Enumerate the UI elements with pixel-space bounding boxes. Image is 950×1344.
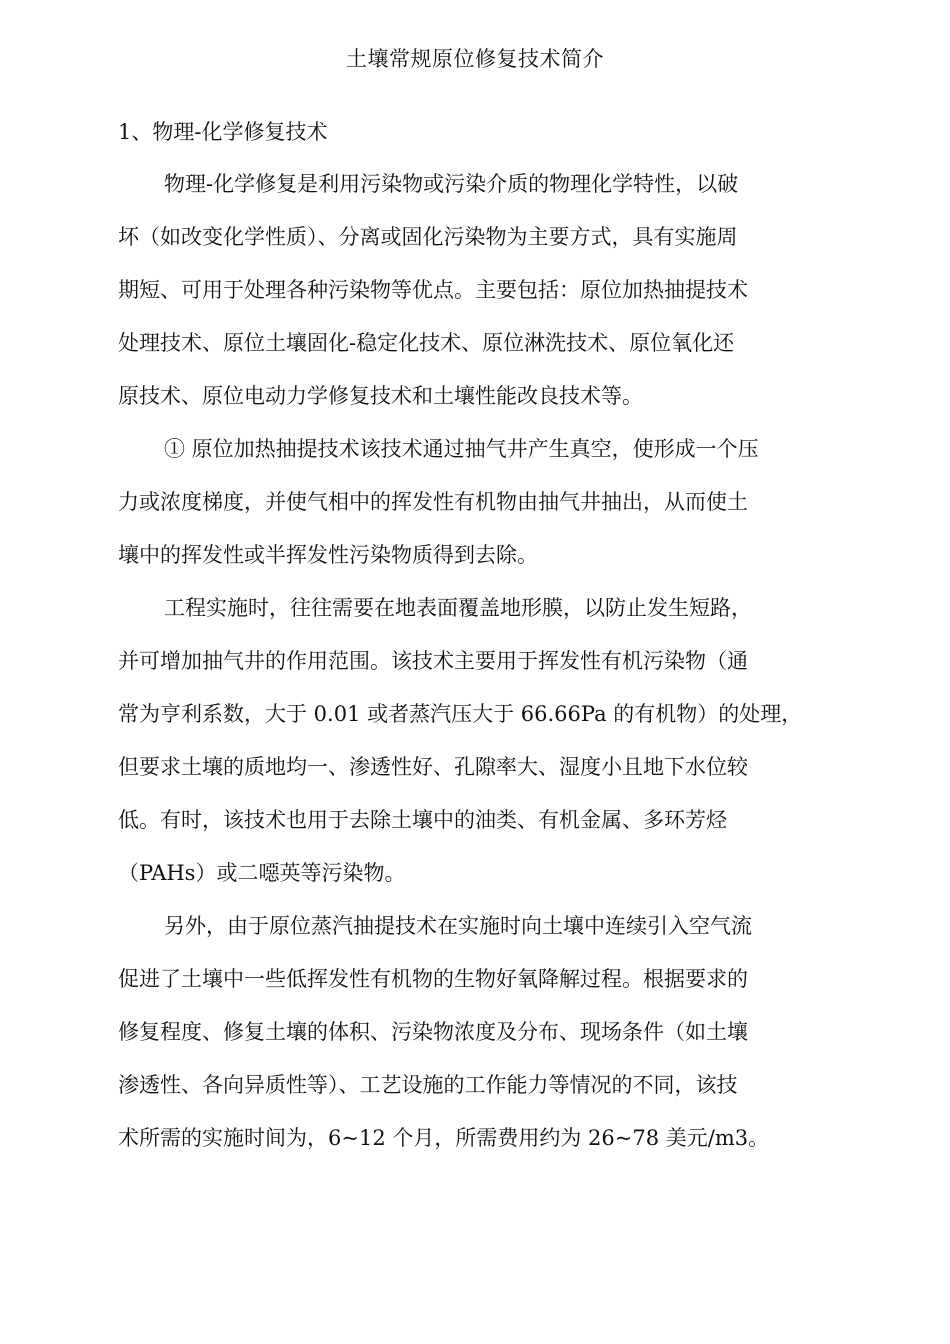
document-title: 土壤常规原位修复技术简介 — [346, 47, 604, 71]
paragraph-line: 期短、可用于处理各种污染物等优点。主要包括：原位加热抽提技术 — [118, 278, 748, 302]
paragraph-line: 力或浓度梯度，并使气相中的挥发性有机物由抽气井抽出，从而使土 — [118, 490, 748, 514]
paragraph-line: 低。有时，该技术也用于去除土壤中的油类、有机金属、多环芳烃 — [118, 808, 727, 832]
section-heading: 1、物理-化学修复技术 — [118, 120, 328, 144]
paragraph-line: 原技术、原位电动力学修复技术和土壤性能改良技术等。 — [118, 384, 643, 408]
paragraph-line: 修复程度、修复土壤的体积、污染物浓度及分布、现场条件（如土壤 — [118, 1020, 748, 1044]
paragraph-line: 另外，由于原位蒸汽抽提技术在实施时向土壤中连续引入空气流 — [164, 914, 752, 938]
paragraph-line: ① 原位加热抽提技术该技术通过抽气井产生真空，使形成一个压 — [164, 437, 759, 461]
paragraph-line: 常为亨利系数，大于 0.01 或者蒸汽压大于 66.66Pa 的有机物）的处理， — [118, 702, 803, 726]
paragraph-line: 工程实施时，往往需要在地表面覆盖地形膜，以防止发生短路， — [164, 596, 752, 620]
paragraph-line: 术所需的实施时间为，6~12 个月，所需费用约为 26~78 美元/m3。 — [118, 1126, 770, 1150]
paragraph-line: 但要求土壤的质地均一、渗透性好、孔隙率大、湿度小且地下水位较 — [118, 755, 748, 779]
paragraph-line: 处理技术、原位土壤固化-稳定化技术、原位淋洗技术、原位氧化还 — [118, 331, 735, 355]
paragraph-line: 并可增加抽气井的作用范围。该技术主要用于挥发性有机污染物（通 — [118, 649, 748, 673]
paragraph-line: 坏（如改变化学性质）、分离或固化污染物为主要方式，具有实施周 — [118, 225, 738, 249]
paragraph-line: 物理-化学修复是利用污染物或污染介质的物理化学特性，以破 — [164, 172, 739, 196]
paragraph-line: （PAHs）或二噁英等污染物。 — [118, 861, 406, 885]
paragraph-line: 促进了土壤中一些低挥发性有机物的生物好氧降解过程。根据要求的 — [118, 967, 748, 991]
paragraph-line: 渗透性、各向异质性等）、工艺设施的工作能力等情况的不同，该技 — [118, 1073, 738, 1097]
paragraph-line: 壤中的挥发性或半挥发性污染物质得到去除。 — [118, 543, 538, 567]
